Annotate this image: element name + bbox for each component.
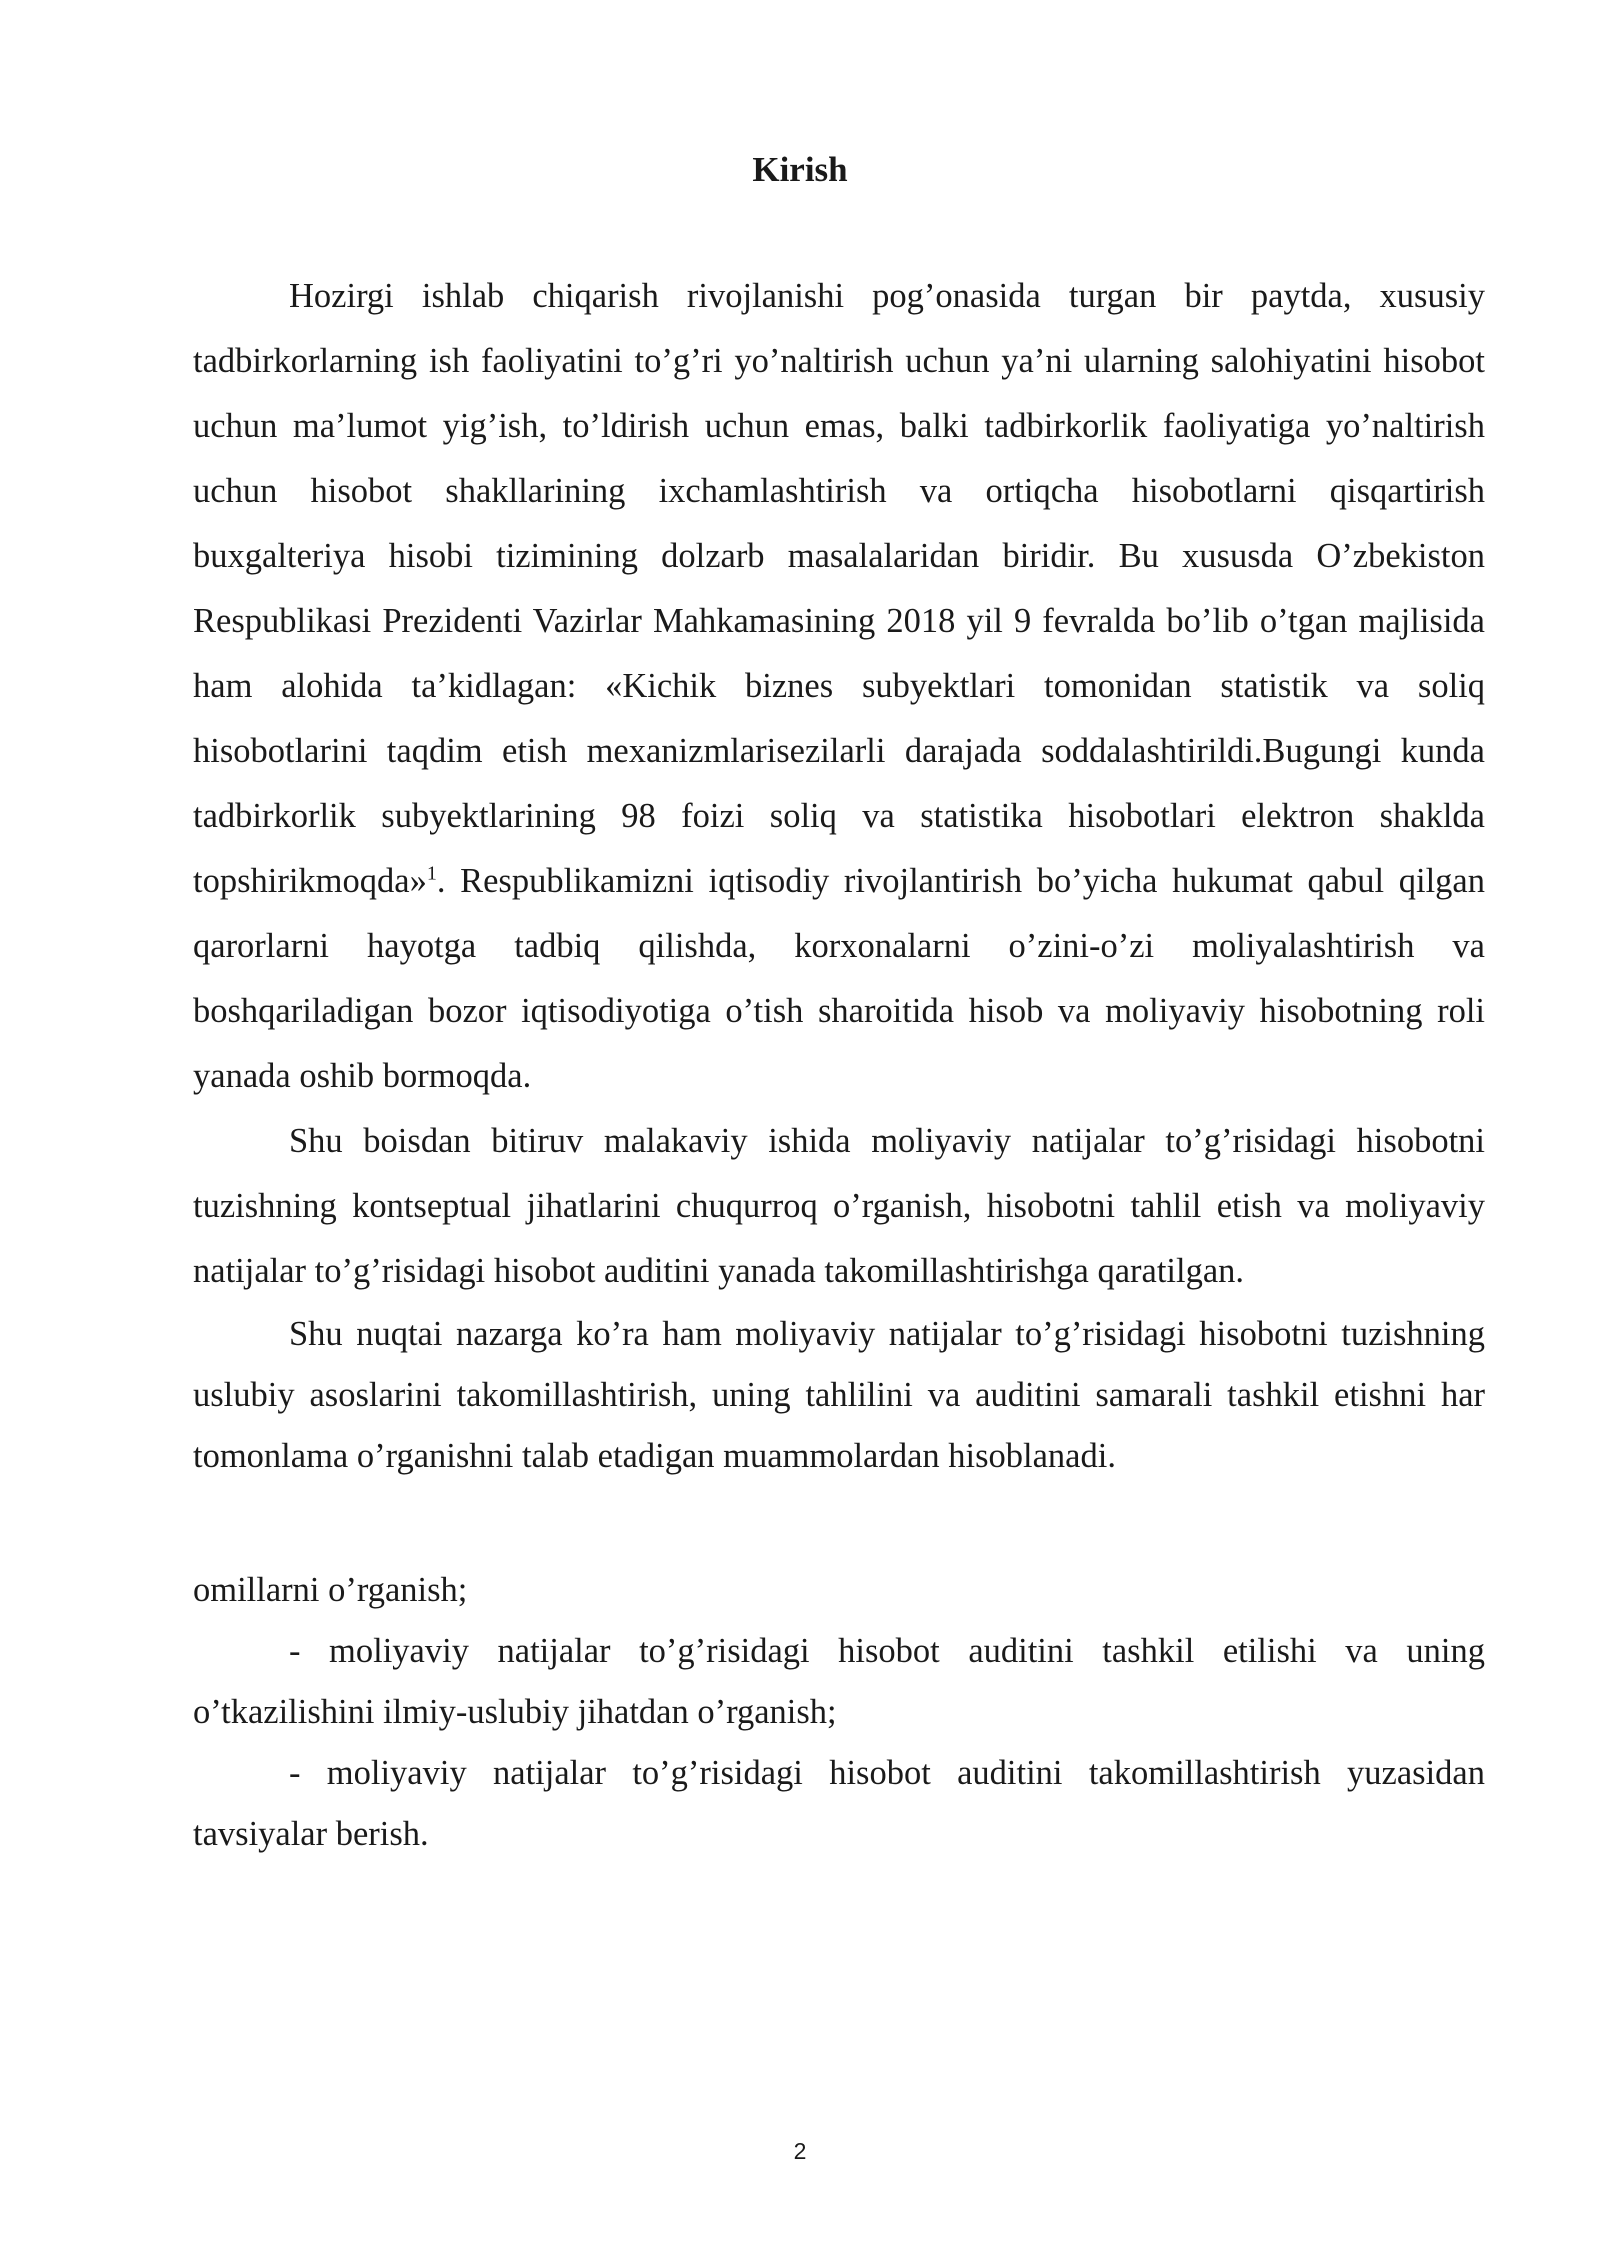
page-title: Kirish bbox=[752, 150, 848, 189]
paragraph-intro-text: Hozirgi ishlab chiqarish rivojlanishi pog’onasida turgan bir paytda, xususiy tadbirkorlarning ish faoliyatini to’g’ri yo’naltirish uchun ya’ni ularning salohiyatini hisobot uchun ma’lumot yig’ish, to’ldirish uchun emas, balki tadbirkorlik faoliyatiga yo’naltirish uchun hisobot shakllarining ixchamlashtirish va ortiqcha hisobotlarni qisqartirish buxgalteriya hisobi tizimining dolzarb masalalaridan biridir. Bu xususda O’zbekiston Respublikasi Prezidenti Vazirlar Mahkamasining 2018 yil 9 fevralda bo’lib o’tgan majlisida ham alohida ta’kidlagan: «Kichik biznes subyektlari tomonidan statistik va soliq hisobotlarini taqdim etish mexanizmlarisezilarli darajada soddalashtirildi.Bugungi kunda tadbirkorlik subyektlarining 98 foizi soliq va statistika hisobotlari elektron shaklda topshirikmoqda» bbox=[193, 277, 1485, 900]
paragraph-intro-continuation: . Respublikamizni iqtisodiy rivojlantirish bo’yicha hukumat qabul qilgan qarorlarni hayotga tadbiq qilishda, korxonalarni o’zini-o’zi moliyalashtirish va boshqariladigan bozor iqtisodiyotiga o’tish sharoitida hisob va moliyaviy hisobotning roli yanada oshib bormoqda. bbox=[193, 862, 1485, 1095]
list-lead: omillarni o’rganish; bbox=[193, 1571, 468, 1609]
paragraph-intro bbox=[193, 264, 1485, 1109]
paragraph-purpose: Shu boisdan bitiruv malakaviy ishida moliyaviy natijalar to’g’risidagi hisobotni tuzishning kontseptual jihatlarini chuqurroq o’rganish, hisobotni tahlil etish va moliyaviy natijalar to’g’risidagi hisobot auditini yanada takomillashtirishga qaratilgan. bbox=[193, 1122, 1485, 1290]
list-item: - moliyaviy natijalar to’g’risidagi hisobot auditini takomillashtirish yuzasidan tavsiyalar berish. bbox=[193, 1754, 1485, 1853]
page-number: 2 bbox=[793, 2138, 807, 2164]
task-list bbox=[193, 1560, 1485, 1865]
list-item: - moliyaviy natijalar to’g’risidagi hisobot auditini tashkil etilishi va uning o’tkazilishini ilmiy-uslubiy jihatdan o’rganish; bbox=[193, 1632, 1485, 1731]
paragraph-methodology: Shu nuqtai nazarga ko’ra ham moliyaviy natijalar to’g’risidagi hisobotni tuzishning uslubiy asoslarini takomillashtirish, uning tahlilini va auditini samarali tashkil etishni har tomonlama o’rganishni talab etadigan muammolardan hisoblanadi. bbox=[193, 1315, 1485, 1475]
footnote-mark[interactable]: 1 bbox=[426, 862, 437, 885]
document-body bbox=[193, 264, 1485, 1487]
